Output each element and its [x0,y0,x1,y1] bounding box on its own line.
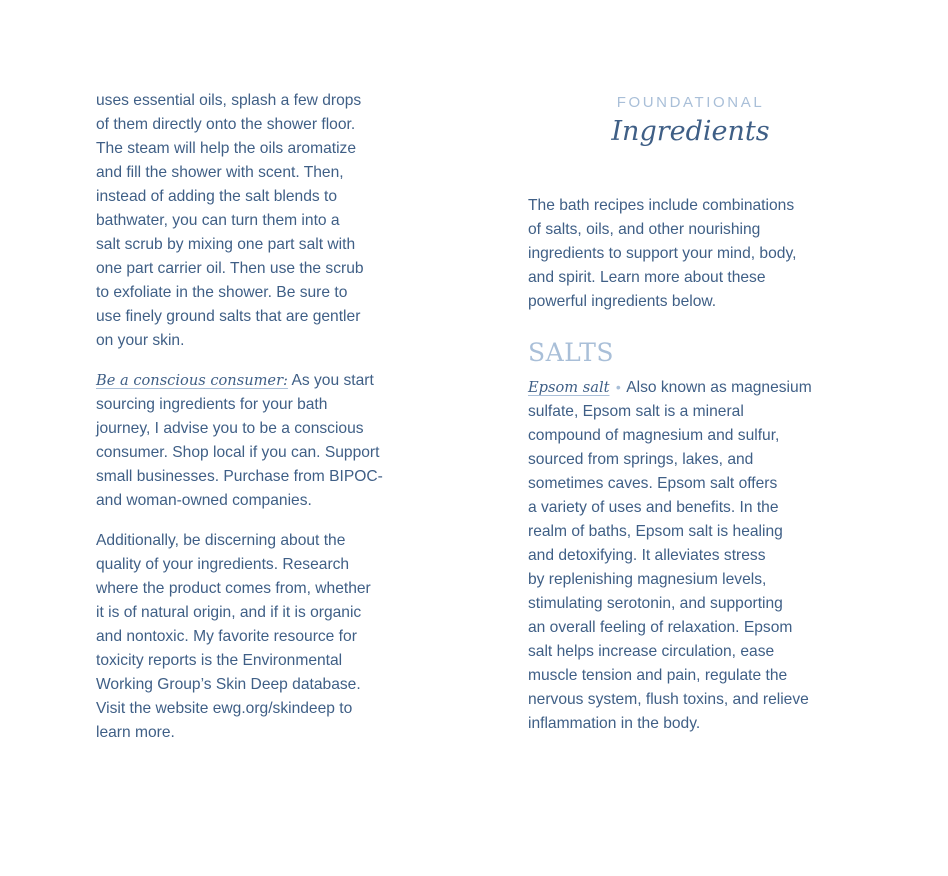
text-line: a variety of uses and benefits. In the [528,499,779,516]
text-line: learn more. [96,724,175,741]
epsom-salt-term: Epsom salt [528,379,610,396]
text-line: uses essential oils, splash a few drops [96,92,362,109]
conscious-consumer-paragraph [96,369,426,513]
text-line: and woman-owned companies. [96,492,312,509]
text-line: nervous system, flush toxins, and relieve [528,691,809,708]
text-line: The bath recipes include combinations [528,197,795,214]
text-line: Working Group’s Skin Deep database. [96,676,361,693]
text-line: by replenishing magnesium levels, [528,571,767,588]
bullet-icon: • [615,379,621,395]
page-title: Ingredients [611,116,770,147]
text-line: where the product comes from, whether [96,580,371,597]
text-line: powerful ingredients below. [528,293,717,310]
text-line: and spirit. Learn more about these [528,269,766,286]
text-line: it is of natural origin, and if it is organic [96,604,362,621]
text-line: quality of your ingredients. Research [96,556,350,573]
paragraph-gap [96,513,426,529]
text-line: The steam will help the oils aromatize [96,140,357,157]
text-line: sulfate, Epsom salt is a mineral [528,403,744,420]
text-line: sometimes caves. Epsom salt offers [528,475,778,492]
text-line: bathwater, you can turn them into a [96,212,340,229]
text-line: realm of baths, Epsom salt is healing [528,523,783,540]
text-line: and nontoxic. My favorite resource for [96,628,357,645]
section-kicker: FOUNDATIONAL [616,94,765,111]
intro-paragraph [528,194,858,314]
text-line: stimulating serotonin, and supporting [528,595,783,612]
text-line: salt scrub by mixing one part salt with [96,236,356,253]
text-line: and detoxifying. It alleviates stress [528,547,766,564]
text-line: Visit the website ewg.org/skindeep to [96,700,353,717]
text-line: of them directly onto the shower floor. [96,116,356,133]
paragraph-gap [96,353,426,369]
conscious-consumer-term: Be a conscious consumer: [96,372,288,389]
section-title-salts: SALTS [528,338,615,367]
text-line: small businesses. Purchase from BIPOC- [96,468,383,485]
text-line: instead of adding the salt blends to [96,188,338,205]
text-line: an overall feeling of relaxation. Epsom [528,619,793,636]
text-fragment: Also known as magnesium [622,379,812,396]
text-line: salt helps increase circulation, ease [528,643,775,660]
text-line: toxicity reports is the Environmental [96,652,343,669]
text-line: on your skin. [96,332,185,349]
text-line [96,369,426,393]
left-column [96,89,426,745]
text-line: inflammation in the body. [528,715,701,732]
text-line: one part carrier oil. Then use the scrub [96,260,364,277]
text-line: journey, I advise you to be a conscious [96,420,364,437]
text-line: and fill the shower with scent. Then, [96,164,344,181]
text-fragment: As you start [287,372,374,389]
text-line: sourced from springs, lakes, and [528,451,754,468]
text-line: to exfoliate in the shower. Be sure to [96,284,348,301]
text-line: consumer. Shop local if you can. Support [96,444,380,461]
text-line: muscle tension and pain, regulate the [528,667,788,684]
text-line [528,375,858,400]
epsom-salt-paragraph [528,375,858,736]
text-line: compound of magnesium and sulfur, [528,427,780,444]
text-line: of salts, oils, and other nourishing [528,221,761,238]
text-line: Additionally, be discerning about the [96,532,346,549]
quality-paragraph [96,529,426,745]
text-line: ingredients to support your mind, body, [528,245,797,262]
text-line: use finely ground salts that are gentler [96,308,361,325]
shower-tip-paragraph [96,89,426,353]
text-line: sourcing ingredients for your bath [96,396,328,413]
